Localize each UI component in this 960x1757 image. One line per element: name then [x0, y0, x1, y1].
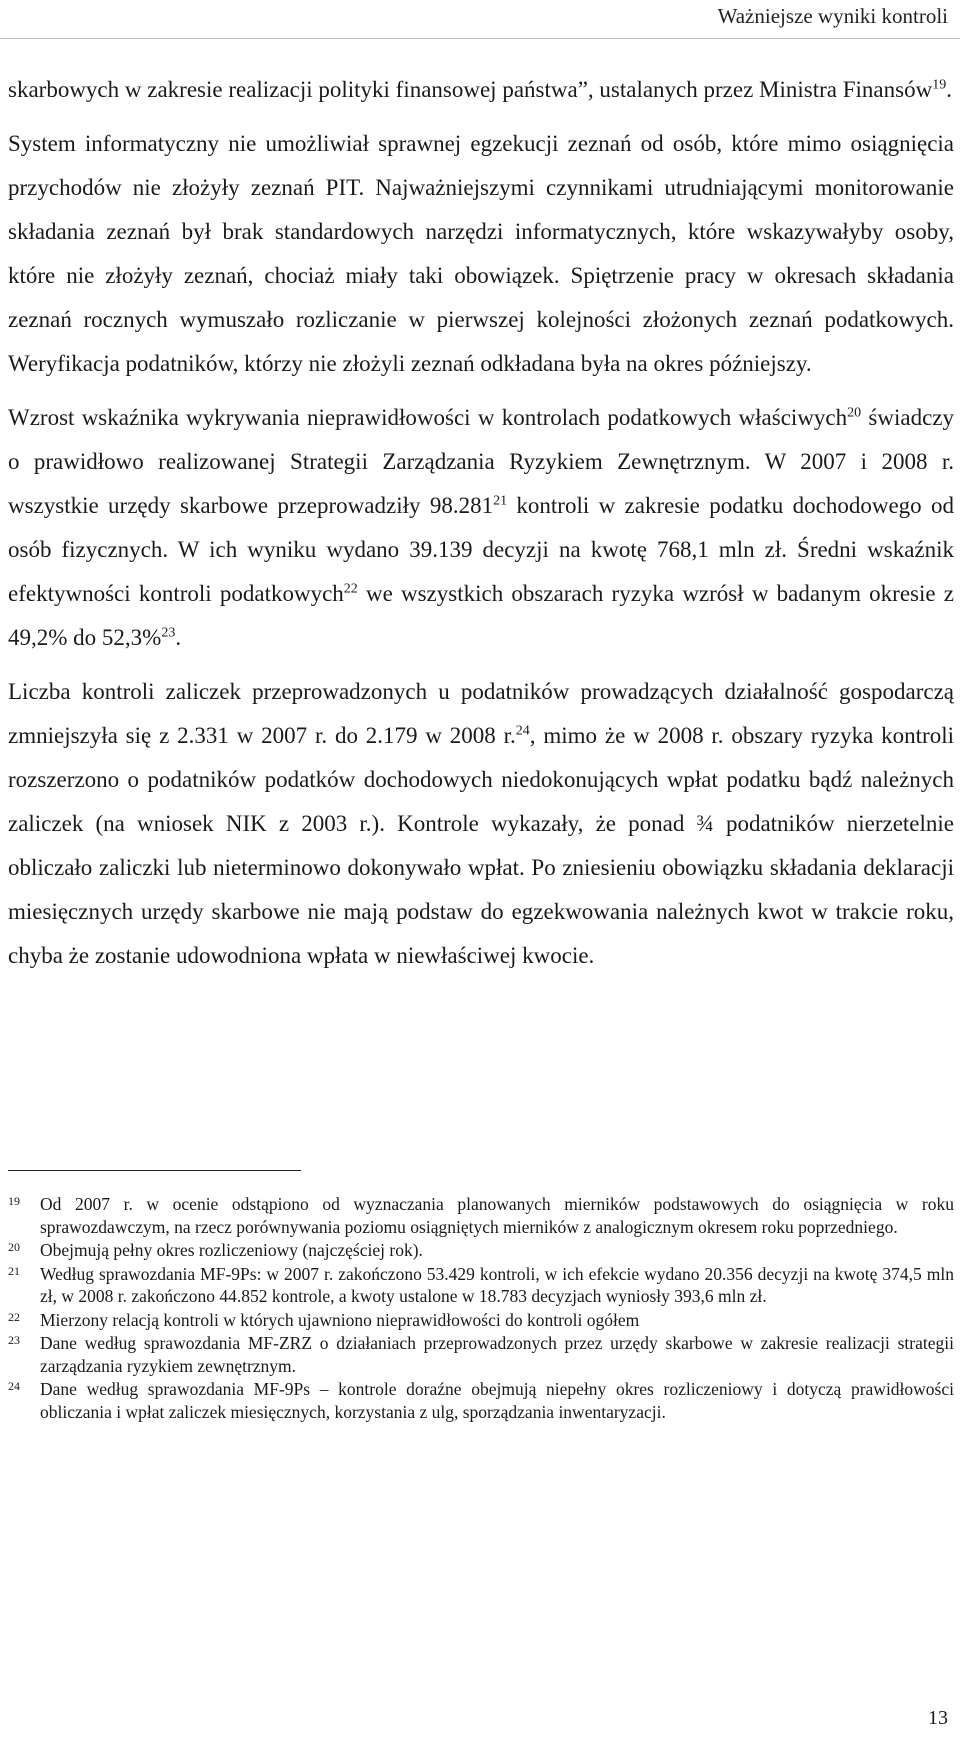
footnote-text: Mierzony relacją kontroli w których ujawniono nieprawidłowości do kontroli ogółem — [40, 1309, 640, 1330]
footnote-text: Dane według sprawozdania MF-ZRZ o działaniach przeprowadzonych przez urzędy skarbowe w zakresie realizacji strategii zarządzania ryzykiem zewnętrznym. — [40, 1333, 954, 1376]
footnote-text: Według sprawozdania MF-9Ps: w 2007 r. zakończono 53.429 kontroli, w ich efekcie wydano 20.356 decyzji na kwotę 374,5 mln zł, w 2008 r. zakończono 44.852 kontrole, a kwoty ustalone w 18.783 decyzjach wyniosły 393,6 mln zł. — [40, 1263, 954, 1306]
footnote-ref-21[interactable]: 21 — [493, 493, 508, 509]
footnote-number: 21 — [8, 1263, 20, 1278]
paragraph-4-text-a: Liczba kontroli zaliczek przeprowadzonych u podatników prowadzących działalność gospodarczą zmniejszyła się z 2.331 w 2007 r. do 2.179 w 2008 r. — [8, 679, 954, 748]
footnote-21 — [8, 1263, 954, 1308]
footnote-number: 20 — [8, 1240, 20, 1254]
paragraph-4 — [8, 670, 954, 978]
paragraph-1-text: skarbowych w zakresie realizacji polityki finansowej państwa”, ustalanych przez Ministra Finansów — [8, 77, 933, 102]
footnote-separator — [8, 1170, 301, 1171]
footnote-ref-23[interactable]: 23 — [161, 625, 176, 641]
page-number: 13 — [928, 1707, 948, 1729]
main-text — [8, 68, 954, 978]
footnote-text: Obejmują pełny okres rozliczeniowy (najczęściej rok). — [40, 1240, 423, 1260]
footnote-number: 19 — [8, 1194, 20, 1208]
footnote-ref-19[interactable]: 19 — [932, 77, 947, 93]
footnote-number: 22 — [8, 1309, 20, 1324]
paragraph-3-text-a: Wzrost wskaźnika wykrywania nieprawidłowości w kontrolach podatkowych właściwych — [8, 405, 848, 430]
footnote-23 — [8, 1332, 954, 1377]
footnote-22 — [8, 1309, 954, 1332]
footnote-24 — [8, 1378, 954, 1423]
footnote-text: Od 2007 r. w ocenie odstąpiono od wyznaczania planowanych mierników podstawowych do osiągnięcia w roku sprawozdawczym, na rzecz porównywania poziomu osiągniętych mierników z analogicznym okresem roku poprzedniego. — [40, 1194, 954, 1237]
paragraph-3-text-d: we wszystkich obszarach ryzyka wzrósł w badanym okresie z 49,2% do 52,3% — [8, 581, 954, 650]
footnotes — [8, 1193, 954, 1424]
footnote-ref-20[interactable]: 20 — [847, 405, 862, 421]
footnote-number: 24 — [8, 1379, 20, 1393]
paragraph-3-text-c: kontroli w zakresie podatku dochodowego od osób fizycznych. W ich wyniku wydano 39.139 decyzji na kwotę 768,1 mln zł. Średni wskaźnik efektywności kontroli podatkowych — [8, 493, 955, 606]
footnote-19 — [8, 1193, 954, 1238]
paragraph-4-text-b: , mimo że w 2008 r. obszary ryzyka kontroli rozszerzono o podatników podatków dochodowych niedokonujących wpłat podatku bądź należnych zaliczek (na wniosek NIK z 2003 r.). Kontrole wykazały, że ponad ¾ podatników nierzetelnie obliczało zaliczki lub nieterminowo dokonywało wpłat. Po zniesieniu obowiązku składania deklaracji miesięcznych urzędy skarbowe nie mają podstaw do egzekwowania należnych kwot w trakcie roku, chyba że zostanie udowodniona wpłata w niewłaściwej kwocie. — [8, 723, 954, 968]
footnote-20 — [8, 1239, 954, 1262]
footnote-text: Dane według sprawozdania MF-9Ps – kontrole doraźne obejmują niepełny okres rozliczeniowy i dotyczą prawidłowości obliczania i wpłat zaliczek miesięcznych, korzystania z ulg, sporządzania inwentaryzacji. — [40, 1379, 954, 1422]
paragraph-3-text-e: . — [175, 625, 182, 650]
running-header: Ważniejsze wyniki kontroli — [717, 4, 948, 28]
paragraph-1-end: . — [946, 77, 952, 102]
header-divider — [0, 38, 960, 39]
footnote-ref-24[interactable]: 24 — [515, 723, 530, 739]
paragraph-2: System informatyczny nie umożliwiał sprawnej egzekucji zeznań od osób, które mimo osiągnięcia przychodów nie złożyły zeznań PIT. Najważniejszymi czynnikami utrudniającymi monitorowanie składania zeznań był brak standardowych narzędzi informatycznych, które wskazywałyby osoby, które nie złożyły zeznań, chociaż miały taki obowiązek. Spiętrzenie pracy w okresach składania zeznań rocznych wymuszało rozliczanie w pierwszej kolejności złożonych zeznań podatkowych. Weryfikacja podatników, którzy nie złożyli zeznań odkładana była na okres późniejszy. — [8, 131, 954, 376]
paragraph-1 — [8, 68, 954, 112]
paragraph-3-text-b: świadczy o prawidłowo realizowanej Strategii Zarządzania Ryzykiem Zewnętrznym. W 2007 i 2008 r. wszystkie urzędy skarbowe przeprowadziły 98.281 — [8, 405, 954, 518]
paragraph-3 — [8, 396, 954, 660]
footnote-ref-22[interactable]: 22 — [343, 581, 358, 597]
footnote-number: 23 — [8, 1333, 20, 1347]
